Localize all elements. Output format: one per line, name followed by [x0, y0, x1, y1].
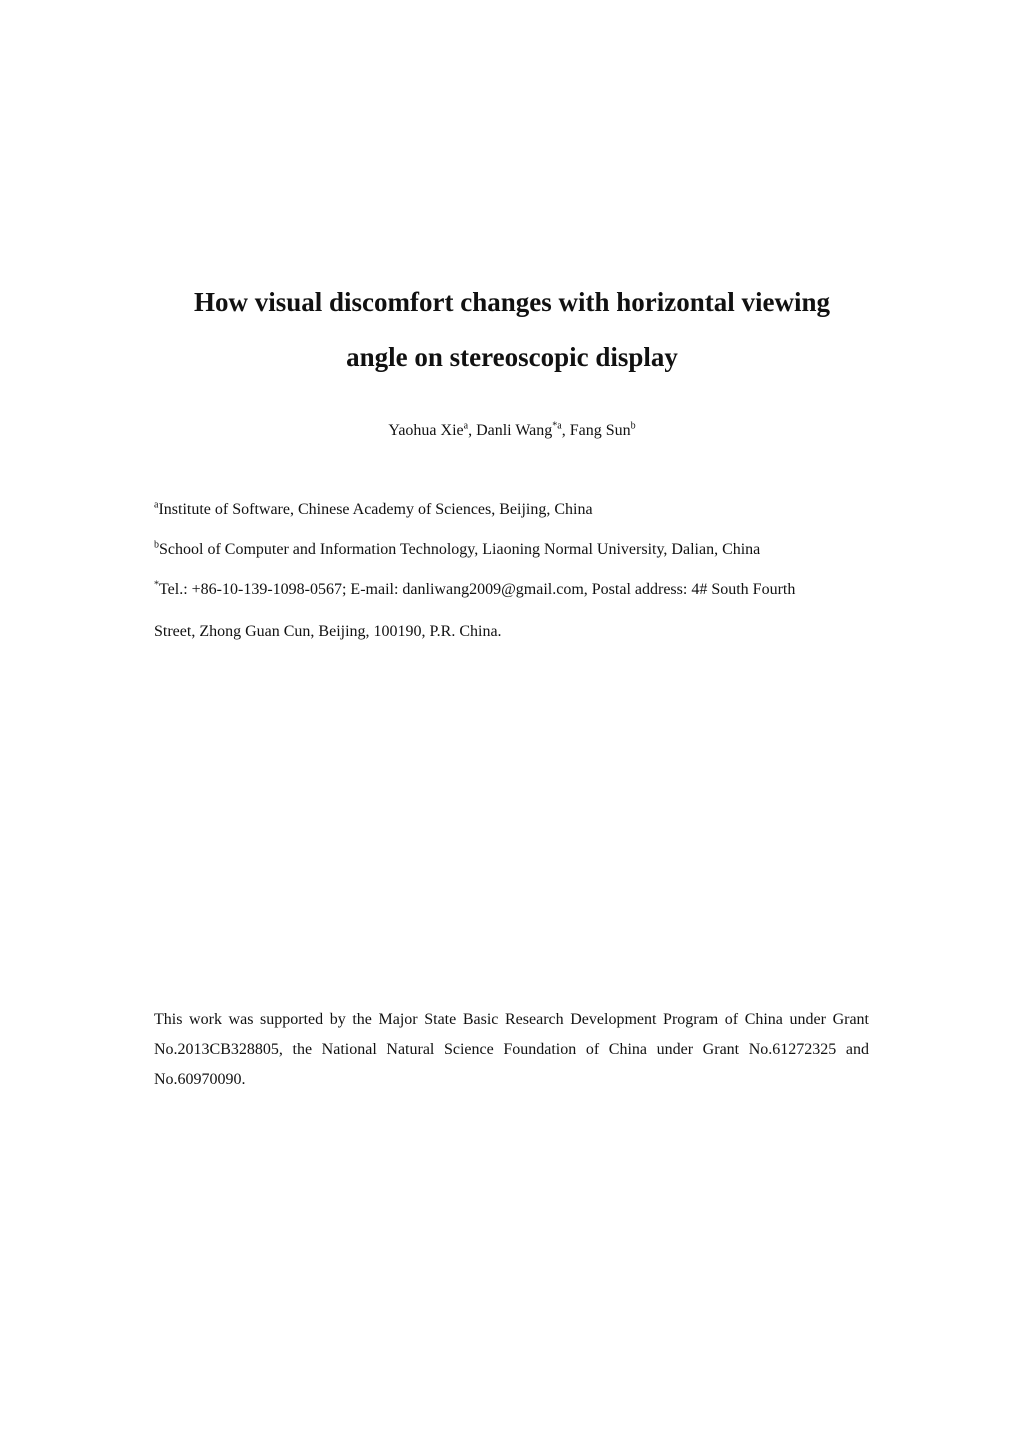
affiliation-b	[154, 539, 874, 561]
author-name: Fang Sun	[569, 422, 631, 439]
author-name: Danli Wang	[476, 422, 553, 439]
affiliation-mark: a	[154, 499, 159, 511]
author-affiliation-mark: a	[463, 420, 469, 432]
author-separator: ,	[561, 422, 570, 439]
funding-acknowledgement: This work was supported by the Major State Basic Research Development Program of China under Grant No.2013CB328805, the National Natural Science Foundation of China under Grant No.61272325 and No.60970090.	[154, 1011, 869, 1088]
affiliation-mark: b	[154, 539, 159, 551]
contact-text: Tel.: +86-10-139-1098-0567; E-mail: danliwang2009@gmail.com, Postal address: 4# South Fourth	[159, 581, 796, 598]
affiliation-a	[154, 499, 874, 521]
affiliation-text: School of Computer and Information Technology, Liaoning Normal University, Dalian, China	[159, 541, 761, 558]
corresponding-contact-continued: Street, Zhong Guan Cun, Beijing, 100190, P.R. China.	[154, 623, 502, 640]
corresponding-contact	[154, 579, 874, 601]
author-name: Yaohua Xie	[388, 422, 464, 439]
affiliation-text: Institute of Software, Chinese Academy of Sciences, Beijing, China	[158, 501, 593, 518]
author-affiliation-mark: b	[630, 420, 636, 432]
paper-title-line-1: How visual discomfort changes with horizontal viewing	[193, 287, 830, 317]
paper-title-line-2: angle on stereoscopic display	[346, 342, 678, 372]
author-affiliation-mark: *a	[552, 420, 562, 432]
author-list	[0, 420, 1024, 442]
author-separator: ,	[468, 422, 477, 439]
corresponding-mark: *	[154, 579, 159, 591]
